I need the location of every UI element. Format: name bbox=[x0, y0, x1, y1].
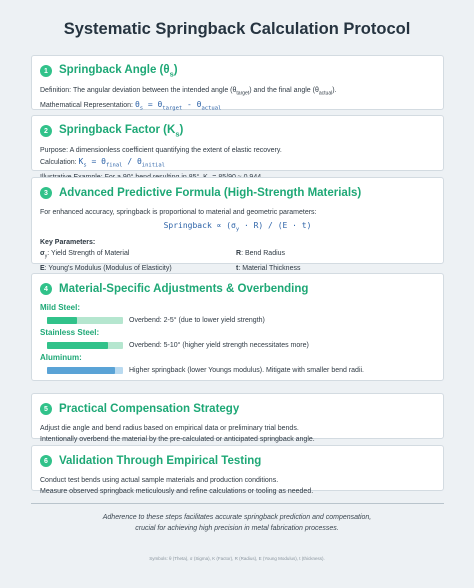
step-heading: Material-Specific Adjustments & Overbending bbox=[59, 283, 309, 295]
overbend-level-fill bbox=[47, 342, 108, 349]
overbend-level-bar bbox=[47, 317, 123, 324]
step-number-badge: 3 bbox=[40, 187, 52, 199]
math-representation: Mathematical Representation: $\theta_s = \theta_{target} - \theta_{actual}$ bbox=[40, 100, 222, 112]
step-heading: Springback Factor $(K_s)$ bbox=[59, 123, 184, 139]
key-parameters-list bbox=[40, 248, 435, 274]
springback-level-fill bbox=[47, 367, 115, 374]
step-heading: Advanced Predictive Formula (High-Strength Materials) bbox=[59, 187, 362, 199]
step-card-empirical-testing bbox=[31, 445, 444, 495]
symbols-legend: Symbols: θ (Theta), σ (Sigma), K (Factor), R (Radius), E (Young Modulus), t (thickness). bbox=[149, 556, 325, 561]
step-card-springback-factor bbox=[31, 115, 444, 171]
overbend-level-bar bbox=[47, 342, 123, 349]
step-card-compensation-strategy bbox=[31, 393, 444, 443]
strategy-line: Adjust die angle and bend radius based on empirical data or preliminary trial bends. bbox=[40, 425, 299, 432]
material-note: Overbend: 5-10° (higher yield strength necessitates more) bbox=[129, 341, 309, 349]
strategy-line: Intentionally overbend the material by the pre-calculated or anticipated springback angle. bbox=[40, 436, 315, 443]
step-number-badge: 6 bbox=[40, 455, 52, 467]
step-heading: Practical Compensation Strategy bbox=[59, 403, 240, 415]
testing-line: Measure observed springback meticulously and refine calculations or tooling as needed. bbox=[40, 488, 314, 495]
step-number-badge: 1 bbox=[40, 65, 52, 77]
parameter-item: E: Young's Modulus (Modulus of Elasticity) bbox=[40, 264, 172, 272]
page-title: Systematic Springback Calculation Protocol bbox=[63, 20, 411, 38]
step-card-springback-angle bbox=[31, 55, 444, 110]
overbend-level-fill bbox=[47, 317, 77, 324]
material-label: Aluminum: bbox=[40, 353, 82, 362]
step-card-predictive-formula bbox=[31, 177, 444, 272]
springback-formula: Springback ∝ $(\sigma_y \cdot R) / (E \cdot t)$ bbox=[163, 221, 312, 233]
material-block-aluminum bbox=[40, 353, 435, 375]
step-number-badge: 5 bbox=[40, 403, 52, 415]
formula-intro: For enhanced accuracy, springback is proportional to material and geometric parameters: bbox=[40, 209, 317, 216]
key-parameters-title: Key Parameters: bbox=[40, 238, 96, 246]
parameter-item: $\sigma_y$: Yield Strength of Material bbox=[40, 249, 130, 259]
definition-text: Definition: The angular deviation between the intended angle $(\theta_{target})$ and the final angle $(\theta_{actual})$. bbox=[40, 87, 337, 97]
step-card-material-adjustments bbox=[31, 273, 444, 381]
footer-divider bbox=[31, 503, 444, 504]
material-block-mild-steel bbox=[40, 303, 435, 325]
material-label: Stainless Steel: bbox=[40, 328, 100, 337]
step-number-badge: 4 bbox=[40, 283, 52, 295]
material-label: Mild Steel: bbox=[40, 303, 81, 312]
calculation-text: Calculation: $K_s = \theta_{final} / \theta_{initial}$ bbox=[40, 157, 165, 169]
material-block-stainless-steel bbox=[40, 328, 435, 350]
footer-note: Adherence to these steps facilitates accurate springback prediction and compensation, crucial for achieving high precision in metal fabrication processes. bbox=[102, 514, 372, 532]
purpose-text: Purpose: A dimensionless coefficient quantifying the extent of elastic recovery. bbox=[40, 147, 282, 154]
step-number-badge: 2 bbox=[40, 125, 52, 137]
material-note: Overbend: 2-5° (due to lower yield strength) bbox=[129, 316, 265, 324]
step-heading: Validation Through Empirical Testing bbox=[59, 455, 262, 467]
parameter-item: R: Bend Radius bbox=[236, 249, 286, 257]
parameter-item: t: Material Thickness bbox=[236, 264, 301, 272]
material-note: Higher springback (lower Youngs modulus). Mitigate with smaller bend radii. bbox=[129, 366, 365, 374]
springback-level-bar bbox=[47, 367, 123, 374]
testing-line: Conduct test bends using actual sample materials and production conditions. bbox=[40, 477, 279, 484]
step-heading: Springback Angle $(\theta_s)$ bbox=[59, 63, 178, 79]
